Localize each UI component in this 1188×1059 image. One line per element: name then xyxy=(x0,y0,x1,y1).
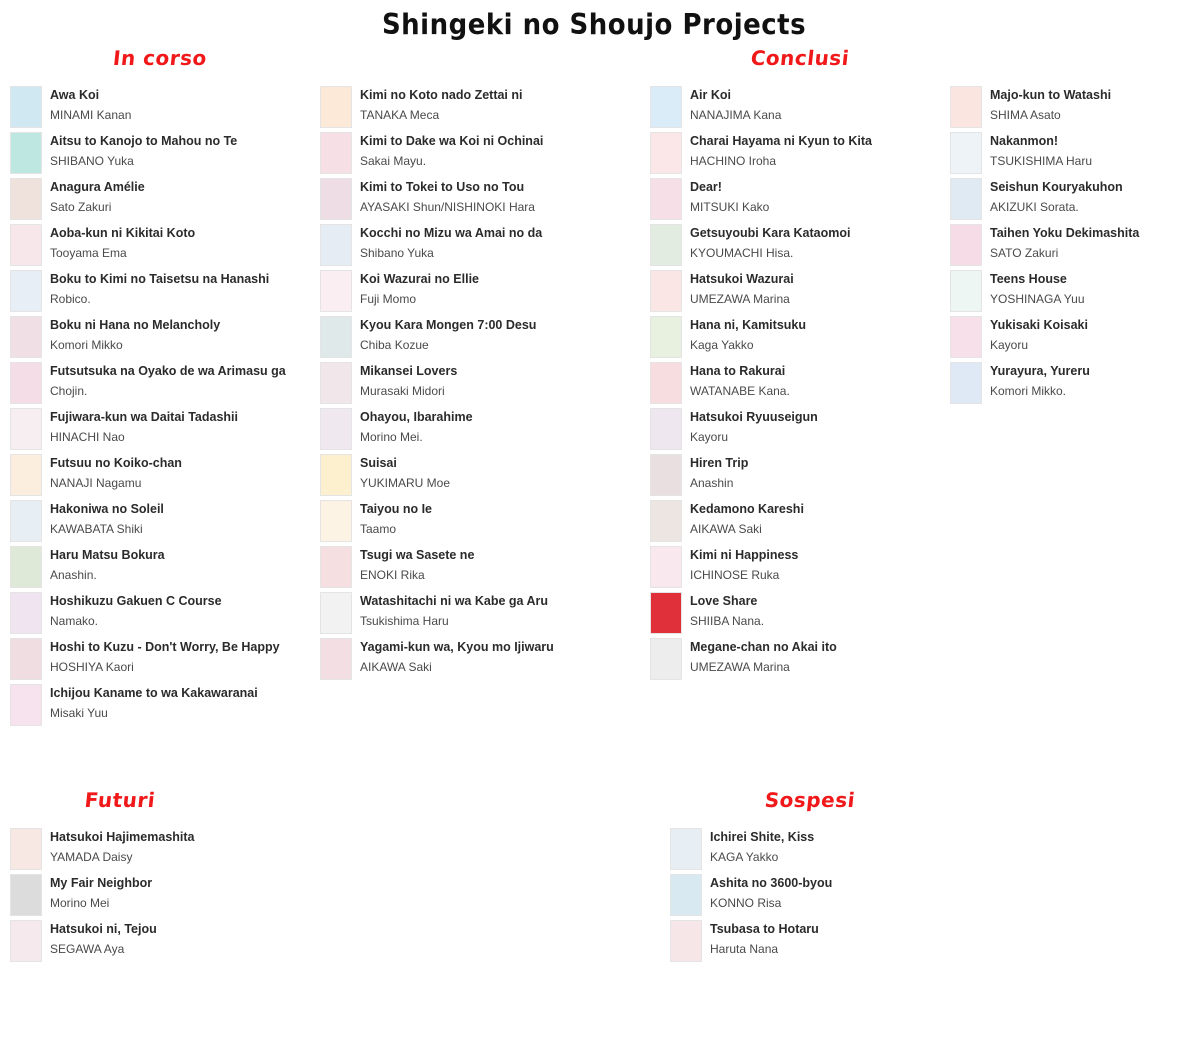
list-item[interactable] xyxy=(950,270,1188,312)
cover-thumbnail xyxy=(670,828,702,870)
entry-title: Taihen Yoku Dekimashita xyxy=(990,226,1140,240)
entry-author: Chojin. xyxy=(50,383,88,398)
cover-thumbnail xyxy=(650,500,682,542)
entry-author: YAMADA Daisy xyxy=(50,849,133,864)
entry-title: Boku ni Hana no Melancholy xyxy=(50,318,221,332)
entry-title: Ichijou Kaname to wa Kakawaranai xyxy=(50,686,258,700)
entry-title: Aitsu to Kanojo to Mahou no Te xyxy=(50,134,238,148)
cover-thumbnail xyxy=(320,86,352,128)
entry-title: Kimi to Tokei to Uso no Tou xyxy=(360,180,525,194)
list-item[interactable] xyxy=(10,454,320,496)
list-item[interactable] xyxy=(10,316,320,358)
column-futuri-1 xyxy=(0,828,670,966)
cover-thumbnail xyxy=(10,178,42,220)
entry-title: Majo-kun to Watashi xyxy=(990,88,1112,102)
list-item[interactable] xyxy=(650,178,950,220)
cover-thumbnail xyxy=(950,270,982,312)
entry-author: Morino Mei xyxy=(50,895,110,910)
entry-author: KONNO Risa xyxy=(710,895,782,910)
list-item[interactable] xyxy=(10,546,320,588)
entry-title: Kimi ni Happiness xyxy=(690,548,799,562)
cover-thumbnail xyxy=(10,684,42,726)
section-heading-futuri: Futuri xyxy=(83,788,157,812)
cover-thumbnail xyxy=(650,454,682,496)
entry-author: SATO Zakuri xyxy=(990,245,1059,260)
list-item[interactable] xyxy=(10,224,320,266)
list-item[interactable] xyxy=(320,638,650,680)
section-heading-in-corso: In corso xyxy=(111,46,209,70)
entry-title: Futsutsuka na Oyako de wa Arimasu ga xyxy=(50,364,286,378)
entry-title: Hatsukoi Ryuuseigun xyxy=(690,410,818,424)
entry-author: UMEZAWA Marina xyxy=(690,291,790,306)
entry-title: Koi Wazurai no Ellie xyxy=(360,272,479,286)
entry-title: Megane-chan no Akai ito xyxy=(690,640,837,654)
list-item[interactable] xyxy=(320,316,650,358)
entry-author: Murasaki Midori xyxy=(360,383,445,398)
entry-title: Yagami-kun wa, Kyou mo Ijiwaru xyxy=(360,640,554,654)
entry-author: AIKAWA Saki xyxy=(690,521,762,536)
entry-title: Hoshikuzu Gakuen C Course xyxy=(50,594,222,608)
cover-thumbnail xyxy=(10,638,42,680)
list-item[interactable] xyxy=(320,270,650,312)
entry-author: HOSHIYA Kaori xyxy=(50,659,134,674)
entry-title: Mikansei Lovers xyxy=(360,364,458,378)
entry-author: AKIZUKI Sorata. xyxy=(990,199,1079,214)
entry-author: NANAJIMA Kana xyxy=(690,107,782,122)
list-item[interactable] xyxy=(10,874,670,916)
entry-author: Tsukishima Haru xyxy=(360,613,449,628)
page-title: Shingeki no Shoujo Projects xyxy=(381,8,807,42)
entry-author: TANAKA Meca xyxy=(360,107,440,122)
entry-author: Anashin xyxy=(690,475,734,490)
cover-thumbnail xyxy=(10,874,42,916)
cover-thumbnail xyxy=(320,178,352,220)
column-in-corso-2 xyxy=(320,86,650,684)
cover-thumbnail xyxy=(320,132,352,174)
column-in-corso-1 xyxy=(0,86,320,730)
cover-thumbnail xyxy=(670,874,702,916)
entry-title: Hoshi to Kuzu - Don't Worry, Be Happy xyxy=(50,640,280,654)
list-item[interactable] xyxy=(320,454,650,496)
list-item[interactable] xyxy=(650,500,950,542)
list-item[interactable] xyxy=(10,920,670,962)
entry-title: Hatsukoi Wazurai xyxy=(690,272,794,286)
entry-author: YUKIMARU Moe xyxy=(360,475,451,490)
entry-title: Love Share xyxy=(690,594,758,608)
cover-thumbnail xyxy=(950,178,982,220)
entry-author: MINAMI Kanan xyxy=(50,107,132,122)
list-item[interactable] xyxy=(650,454,950,496)
list-item[interactable] xyxy=(320,546,650,588)
entry-author: AIKAWA Saki xyxy=(360,659,432,674)
list-item[interactable] xyxy=(650,362,950,404)
entry-title: Awa Koi xyxy=(50,88,100,102)
cover-thumbnail xyxy=(320,270,352,312)
cover-thumbnail xyxy=(10,828,42,870)
list-item[interactable] xyxy=(10,178,320,220)
entry-title: Hiren Trip xyxy=(690,456,749,470)
entry-author: AYASAKI Shun/NISHINOKI Hara xyxy=(360,199,535,214)
entry-author: WATANABE Kana. xyxy=(690,383,790,398)
entry-author: MITSUKI Kako xyxy=(690,199,770,214)
cover-thumbnail xyxy=(10,592,42,634)
list-item[interactable] xyxy=(950,362,1188,404)
list-item[interactable] xyxy=(320,178,650,220)
list-item[interactable] xyxy=(10,638,320,680)
entry-author: SHIBANO Yuka xyxy=(50,153,134,168)
entry-author: NANAJI Nagamu xyxy=(50,475,142,490)
entry-title: Yurayura, Yureru xyxy=(990,364,1090,378)
cover-thumbnail xyxy=(10,500,42,542)
entry-title: Aoba-kun ni Kikitai Koto xyxy=(50,226,196,240)
entry-author: HINACHI Nao xyxy=(50,429,125,444)
cover-thumbnail xyxy=(650,316,682,358)
list-item[interactable] xyxy=(10,592,320,634)
list-item[interactable] xyxy=(320,408,650,450)
cover-thumbnail xyxy=(320,224,352,266)
entry-author: HACHINO Iroha xyxy=(690,153,777,168)
list-item[interactable] xyxy=(320,132,650,174)
cover-thumbnail xyxy=(320,316,352,358)
cover-thumbnail xyxy=(10,132,42,174)
entry-title: Watashitachi ni wa Kabe ga Aru xyxy=(360,594,549,608)
list-item[interactable] xyxy=(650,224,950,266)
list-item[interactable] xyxy=(10,684,320,726)
cover-thumbnail xyxy=(650,224,682,266)
cover-thumbnail xyxy=(10,224,42,266)
entry-author: Taamo xyxy=(360,521,397,536)
cover-thumbnail xyxy=(650,270,682,312)
entry-title: Air Koi xyxy=(690,88,731,102)
list-item[interactable] xyxy=(650,132,950,174)
cover-thumbnail xyxy=(670,920,702,962)
entry-title: Hakoniwa no Soleil xyxy=(50,502,164,516)
entry-author: Tooyama Ema xyxy=(50,245,127,260)
list-item[interactable] xyxy=(10,408,320,450)
cover-thumbnail xyxy=(10,408,42,450)
column-conclusi-1 xyxy=(650,86,950,684)
entry-title: Nakanmon! xyxy=(990,134,1059,148)
entry-author: KAWABATA Shiki xyxy=(50,521,143,536)
cover-thumbnail xyxy=(320,546,352,588)
entry-title: Hana ni, Kamitsuku xyxy=(690,318,806,332)
entry-title: Charai Hayama ni Kyun to Kita xyxy=(690,134,872,148)
entry-title: Getsuyoubi Kara Kataomoi xyxy=(690,226,851,240)
entry-title: Ashita no 3600-byou xyxy=(710,876,833,890)
cover-thumbnail xyxy=(10,454,42,496)
entry-title: Ichirei Shite, Kiss xyxy=(710,830,815,844)
list-item[interactable] xyxy=(10,270,320,312)
entry-author: Shibano Yuka xyxy=(360,245,434,260)
cover-thumbnail xyxy=(650,86,682,128)
list-item[interactable] xyxy=(950,86,1188,128)
list-item[interactable] xyxy=(650,86,950,128)
entry-author: SEGAWA Aya xyxy=(50,941,125,956)
cover-thumbnail xyxy=(10,546,42,588)
entry-title: Futsuu no Koiko-chan xyxy=(50,456,182,470)
entry-author: Robico. xyxy=(50,291,91,306)
cover-thumbnail xyxy=(320,500,352,542)
entry-author: Chiba Kozue xyxy=(360,337,429,352)
list-item[interactable] xyxy=(10,362,320,404)
entry-title: Hana to Rakurai xyxy=(690,364,786,378)
list-item[interactable] xyxy=(670,920,1188,962)
list-item[interactable] xyxy=(950,178,1188,220)
cover-thumbnail xyxy=(320,592,352,634)
list-item[interactable] xyxy=(650,592,950,634)
list-item[interactable] xyxy=(650,408,950,450)
cover-thumbnail xyxy=(10,270,42,312)
entry-title: Kocchi no Mizu wa Amai no da xyxy=(360,226,543,240)
entry-title: My Fair Neighbor xyxy=(50,876,153,890)
list-item[interactable] xyxy=(950,316,1188,358)
list-item[interactable] xyxy=(10,86,320,128)
cover-thumbnail xyxy=(650,178,682,220)
entry-author: TSUKISHIMA Haru xyxy=(990,153,1093,168)
entry-title: Kyou Kara Mongen 7:00 Desu xyxy=(360,318,537,332)
list-item[interactable] xyxy=(10,500,320,542)
entry-author: Komori Mikko. xyxy=(990,383,1067,398)
entry-author: Namako. xyxy=(50,613,99,628)
entry-title: Kimi no Koto nado Zettai ni xyxy=(360,88,523,102)
entry-title: Haru Matsu Bokura xyxy=(50,548,165,562)
entry-author: Morino Mei. xyxy=(360,429,423,444)
entry-author: Sato Zakuri xyxy=(50,199,112,214)
entry-title: Hatsukoi Hajimemashita xyxy=(50,830,195,844)
entry-author: Komori Mikko xyxy=(50,337,123,352)
cover-thumbnail xyxy=(950,316,982,358)
list-item[interactable] xyxy=(10,132,320,174)
bottom-section-headings xyxy=(0,788,1188,812)
top-section-headings xyxy=(0,46,1188,70)
top-band xyxy=(0,86,1188,730)
entry-author: Fuji Momo xyxy=(360,291,417,306)
entry-title: Fujiwara-kun wa Daitai Tadashii xyxy=(50,410,239,424)
list-item[interactable] xyxy=(950,224,1188,266)
entry-title: Kimi to Dake wa Koi ni Ochinai xyxy=(360,134,544,148)
cover-thumbnail xyxy=(950,86,982,128)
cover-thumbnail xyxy=(650,638,682,680)
entry-title: Hatsukoi ni, Tejou xyxy=(50,922,157,936)
list-item[interactable] xyxy=(670,874,1188,916)
entry-title: Anagura Amélie xyxy=(50,180,145,194)
cover-thumbnail xyxy=(950,224,982,266)
entry-author: KAGA Yakko xyxy=(710,849,779,864)
list-item[interactable] xyxy=(10,828,670,870)
entry-author: Anashin. xyxy=(50,567,97,582)
list-item[interactable] xyxy=(320,362,650,404)
column-conclusi-2 xyxy=(950,86,1188,408)
list-item[interactable] xyxy=(320,500,650,542)
entry-title: Suisai xyxy=(360,456,397,470)
cover-thumbnail xyxy=(650,132,682,174)
entry-author: Kaga Yakko xyxy=(690,337,754,352)
cover-thumbnail xyxy=(650,546,682,588)
entry-author: Haruta Nana xyxy=(710,941,779,956)
list-item[interactable] xyxy=(650,546,950,588)
cover-thumbnail xyxy=(320,408,352,450)
list-item[interactable] xyxy=(650,638,950,680)
entry-author: ICHINOSE Ruka xyxy=(690,567,780,582)
section-heading-conclusi: Conclusi xyxy=(749,46,851,70)
cover-thumbnail xyxy=(650,408,682,450)
entry-title: Seishun Kouryakuhon xyxy=(990,180,1123,194)
list-item[interactable] xyxy=(650,316,950,358)
cover-thumbnail xyxy=(650,362,682,404)
entry-title: Ohayou, Ibarahime xyxy=(360,410,473,424)
cover-thumbnail xyxy=(10,362,42,404)
entry-title: Taiyou no Ie xyxy=(360,502,432,516)
entry-author: Kayoru xyxy=(990,337,1029,352)
entry-author: SHIIBA Nana. xyxy=(690,613,765,628)
entry-title: Tsubasa to Hotaru xyxy=(710,922,819,936)
cover-thumbnail xyxy=(10,86,42,128)
list-item[interactable] xyxy=(650,270,950,312)
entry-author: UMEZAWA Marina xyxy=(690,659,790,674)
cover-thumbnail xyxy=(10,920,42,962)
entry-author: Sakai Mayu. xyxy=(360,153,427,168)
entry-author: KYOUMACHI Hisa. xyxy=(690,245,794,260)
entry-title: Yukisaki Koisaki xyxy=(990,318,1088,332)
entry-author: SHIMA Asato xyxy=(990,107,1061,122)
entry-author: Kayoru xyxy=(690,429,729,444)
entry-title: Teens House xyxy=(990,272,1067,286)
entry-author: Misaki Yuu xyxy=(50,705,108,720)
bottom-band xyxy=(0,828,1188,966)
cover-thumbnail xyxy=(950,362,982,404)
cover-thumbnail xyxy=(320,362,352,404)
cover-thumbnail xyxy=(320,638,352,680)
list-item[interactable] xyxy=(320,86,650,128)
cover-thumbnail xyxy=(320,454,352,496)
cover-thumbnail xyxy=(10,316,42,358)
cover-thumbnail xyxy=(950,132,982,174)
section-heading-sospesi: Sospesi xyxy=(763,788,857,812)
list-item[interactable] xyxy=(320,224,650,266)
cover-thumbnail xyxy=(650,592,682,634)
entry-title: Dear! xyxy=(690,180,722,194)
entry-title: Kedamono Kareshi xyxy=(690,502,804,516)
entry-title: Tsugi wa Sasete ne xyxy=(360,548,475,562)
entry-title: Boku to Kimi no Taisetsu na Hanashi xyxy=(50,272,270,286)
list-item[interactable] xyxy=(950,132,1188,174)
entry-author: YOSHINAGA Yuu xyxy=(990,291,1085,306)
entry-author: ENOKI Rika xyxy=(360,567,425,582)
list-item[interactable] xyxy=(670,828,1188,870)
column-sospesi-1 xyxy=(670,828,1188,966)
list-item[interactable] xyxy=(320,592,650,634)
